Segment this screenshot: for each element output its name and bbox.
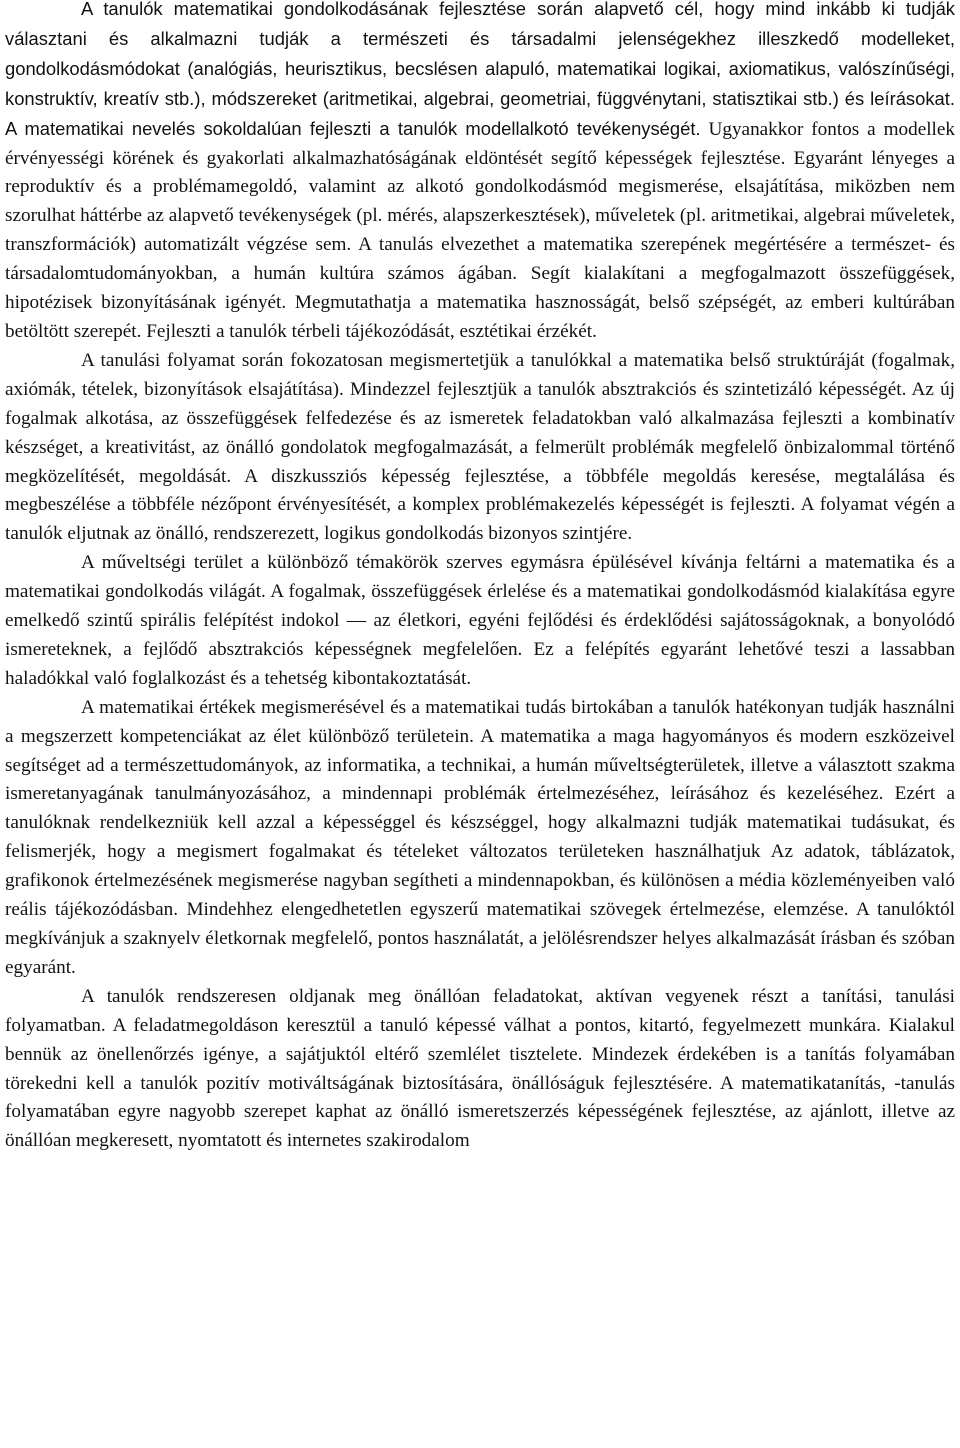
paragraph-4: A matematikai értékek megismerésével és a matematikai tudás birtokában a tanulók hatékonyan tudják használni a megszerzett kompetenciákat az élet különböző területein. A matematika a maga hagyományos és modern eszközeivel segítséget ad a természettudományok, az informatika, a technikai, a humán műveltségterületek, illetve a választott szakma ismeretanyagának tanulmányozásához, a mindennapi problémák értelmezéséhez, leírásához és kezeléséhez. Ezért a tanulóknak rendelkezniük kell azzal a képességgel és készséggel, hogy alkalmazni tudják matematikai tudásukat, és felismerjék, hogy a megismert fogalmakat és tételeket változatos területeken használhatjuk Az adatok, táblázatok, grafikonok értelmezésének megismerése nagyban segítheti a mindennapokban, és különösen a média közleményeiben való reális tájékozódásban. Mindehhez elengedhetetlen egyszerű matematikai szövegek értelmezése, elemzése. A tanulóktól megkívánjuk a szaknyelv életkornak megfelelő, pontos használatát, a jelölésrendszer helyes alkalmazását írásban és szóban egyaránt. xyxy=(5,696,955,978)
paragraph-3: A műveltségi terület a különböző témakörök szerves egymásra épülésével kívánja feltárni a matematika és a matematikai gondolkodás világát. A fogalmak, összefüggések érlelése és a matematikai gondolkodásmód kialakítása egyre emelkedő szintű spirális felépítést indokol — az életkori, egyéni fejlődési és érdeklődési sajátosságoknak, a bonyolódó ismereteknek, a fejlődő absztrakciós képességnek megfelelően. Ez a felépítés egyaránt lehetővé teszi a lassabban haladókkal való foglalkozást és a tehetség kibontakoztatását. xyxy=(5,552,955,689)
paragraph-1-rest: Ugyanakkor fontos a modellek érvényességi körének és gyakorlati alkalmazhatóságának eldöntését segítő képességek fejlesztése. Egyaránt lényeges a reproduktív és a problémamegoldó, valamint az alkotó gondolkodásmód megismerése, elsajátítása, miközben nem szorulhat háttérbe az alapvető tevékenységek (pl. mérés, alapszerkesztések), műveletek (pl. aritmetikai, algebrai műveletek, transzformációk) automatizált végzése sem. A tanulás elvezethet a matematika szerepének megértésére a természet- és társadalomtudományokban, a humán kultúra számos ágában. Segít kialakítani a megfogalmazott összefüggések, hipotézisek bizonyításának igényét. Megmutathatja a matematika hasznosságát, belső szépségét, az emberi kultúrában betöltött szerepét. Fejleszti a tanulók térbeli tájékozódását, esztétikai érzékét. xyxy=(5,118,955,342)
paragraph-1 xyxy=(5,0,955,347)
paragraph-5: A tanulók rendszeresen oldjanak meg önállóan feladatokat, aktívan vegyenek részt a tanítási, tanulási folyamatban. A feladatmegoldáson keresztül a tanuló képessé válhat a pontos, kitartó, fegyelmezett munkára. Kialakul bennük az önellenőrzés igénye, a sajátjuktól eltérő szemlélet tisztelete. Mindezek érdekében is a tanítás folyamában törekedni kell a tanulók pozitív motiváltságának biztosítására, önállóságuk fejlesztésére. A matematikatanítás, -tanulás folyamatában egyre nagyobb szerepet kaphat az önálló ismeretszerzés képességének fejlesztése, az ajánlott, illetve az önállóan megkeresett, nyomtatott és internetes szakirodalom xyxy=(5,985,955,1152)
paragraph-1-intro: A tanulók matematikai gondolkodásának fejlesztése során alapvető cél, hogy mind inkább ki tudják választani és alkalmazni tudják a természeti és társadalmi jelenségekhez illeszkedő modelleket, gondolkodásmódokat (analógiás, heurisztikus, becslésen alapuló, matematikai logikai, axiomatikus, valószínűségi, konstruktív, kreatív stb.), módszereket (aritmetikai, algebrai, geometriai, függvénytani, statisztikai stb.) és leírásokat. A matematikai nevelés sokoldalúan fejleszti a tanulók modellalkotó tevékenységét. xyxy=(5,0,955,139)
paragraph-2: A tanulási folyamat során fokozatosan megismertetjük a tanulókkal a matematika belső struktúráját (fogalmak, axiómák, tételek, bizonyítások elsajátítása). Mindezzel fejlesztjük a tanulók absztrakciós és szintetizáló képességét. Az új fogalmak alkotása, az összefüggések felfedezése és az ismeretek feladatokban való alkalmazása fejleszti a kombinatív készséget, a kreativitást, az önálló gondolatok megfogalmazását, a felmerült problémák megfelelő önbizalommal történő megközelítését, megoldását. A diszkussziós képesség fejlesztése, a többféle megoldás keresése, megtalálása és megbeszélése a többféle nézőpont érvényesítését, a komplex problémakezelés képességét is fejleszti. A folyamat végén a tanulók eljutnak az önálló, rendszerezett, logikus gondolkodás bizonyos szintjére. xyxy=(5,349,955,545)
